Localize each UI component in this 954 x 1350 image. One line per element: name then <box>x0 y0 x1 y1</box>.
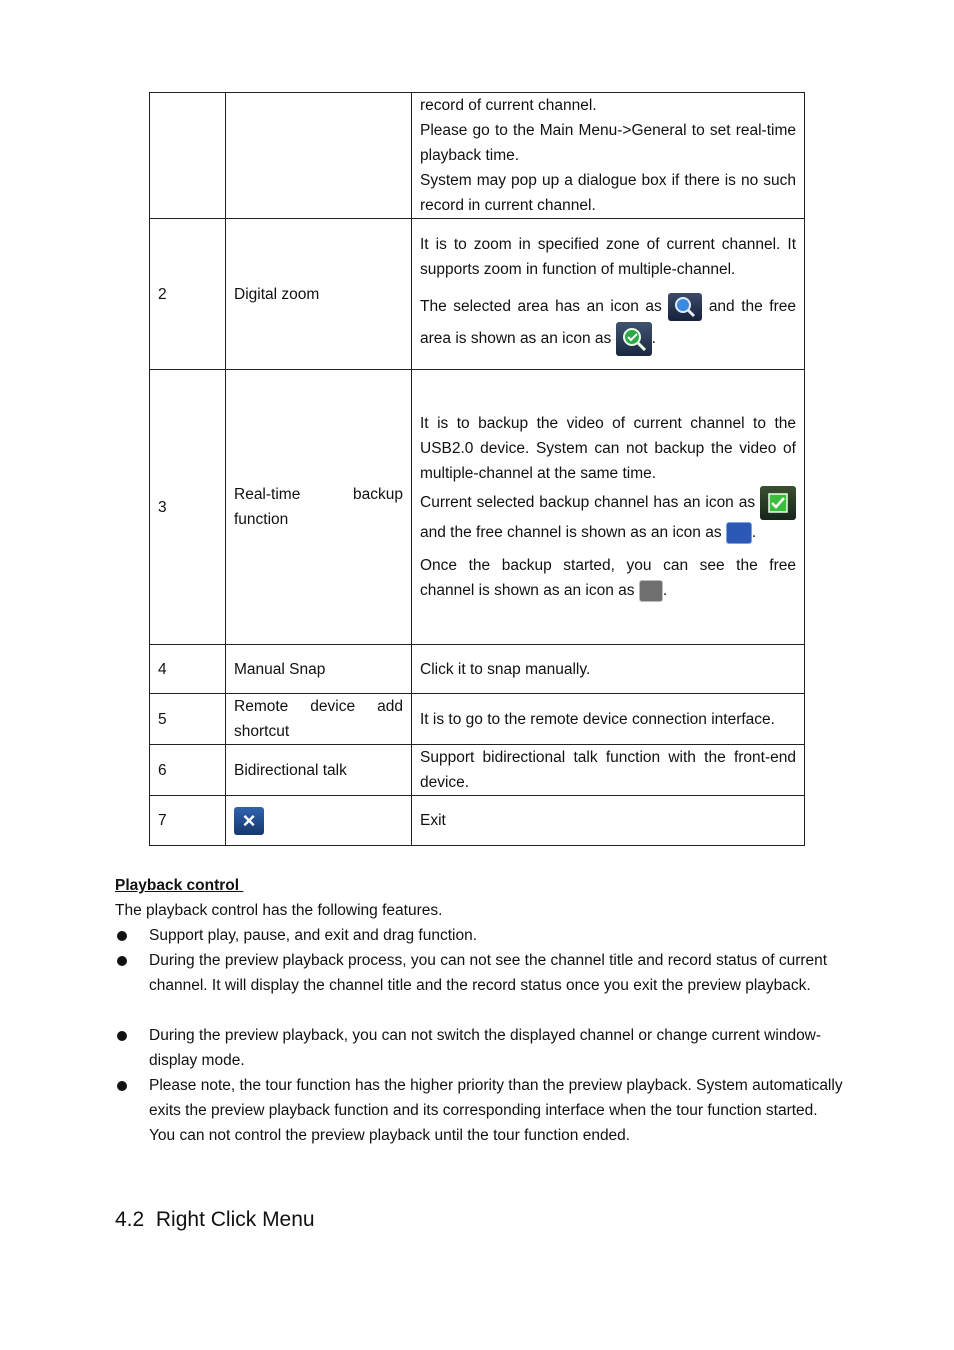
row-number <box>150 93 226 219</box>
row-description: Click it to snap manually. <box>412 645 805 694</box>
row-feature: Bidirectional talk <box>226 745 412 796</box>
row-feature <box>226 796 412 846</box>
playback-heading: Playback control <box>115 877 240 894</box>
bullet-icon <box>117 1031 127 1041</box>
list-item: Please note, the tour function has the higher priority than the preview playback. System automatically exits the preview playback function and its corresponding interface when the tour function started. You can not control the preview playback until the tour function ended. <box>115 1073 845 1148</box>
table-row <box>150 645 805 694</box>
zoom-free-icon <box>616 322 652 356</box>
table-row <box>150 694 805 745</box>
row-description: Support bidirectional talk function with the front-end device. <box>412 745 805 796</box>
zoom-selected-icon <box>668 293 702 321</box>
exit-icon: × <box>234 807 264 835</box>
row-feature: Manual Snap <box>226 645 412 694</box>
list-item: During the preview playback, you can not switch the displayed channel or change current window-display mode. <box>115 1023 845 1073</box>
table-row <box>150 370 805 645</box>
row-feature <box>226 93 412 219</box>
row-number: 7 <box>150 796 226 846</box>
row-feature: Digital zoom <box>226 219 412 370</box>
feature-table <box>149 92 805 846</box>
table-row <box>150 219 805 370</box>
playback-intro: The playback control has the following features. <box>115 902 443 919</box>
backup-selected-icon <box>760 486 796 520</box>
row-description: It is to go to the remote device connection interface. <box>412 694 805 745</box>
row-number: 3 <box>150 370 226 645</box>
row-description: record of current channel. Please go to the Main Menu->General to set real-time playback time. System may pop up a dialogue box if there is no such record in current channel. <box>412 93 805 219</box>
table-row <box>150 745 805 796</box>
row-description: It is to zoom in specified zone of current channel. It supports zoom in function of multiple-channel. The selected area has an icon as and the free area is shown as an icon as . <box>412 219 805 370</box>
row-number: 2 <box>150 219 226 370</box>
row-feature: Remote device add shortcut <box>226 694 412 745</box>
row-feature: Real-time backup function <box>226 370 412 645</box>
table-row <box>150 93 805 219</box>
bullet-icon <box>117 956 127 966</box>
backup-busy-icon <box>639 580 663 602</box>
backup-free-icon <box>726 522 752 544</box>
section-heading: 4.2 Right Click Menu <box>115 1208 315 1231</box>
list-item: Support play, pause, and exit and drag function. <box>115 923 845 948</box>
row-description: Exit <box>412 796 805 846</box>
bullet-icon <box>117 931 127 941</box>
row-number: 4 <box>150 645 226 694</box>
row-number: 6 <box>150 745 226 796</box>
table-row <box>150 796 805 846</box>
list-item: During the preview playback process, you can not see the channel title and record status of current channel. It will display the channel title and the record status once you exit the preview playback. <box>115 948 845 998</box>
row-description: It is to backup the video of current channel to the USB2.0 device. System can not backup the video of multiple-channel at the same time. Current selected backup channel has an icon as and the free channel is shown as an icon as . Once the backup started, you can see the free channel is shown as an icon as . <box>412 370 805 645</box>
bullet-icon <box>117 1081 127 1091</box>
row-number: 5 <box>150 694 226 745</box>
